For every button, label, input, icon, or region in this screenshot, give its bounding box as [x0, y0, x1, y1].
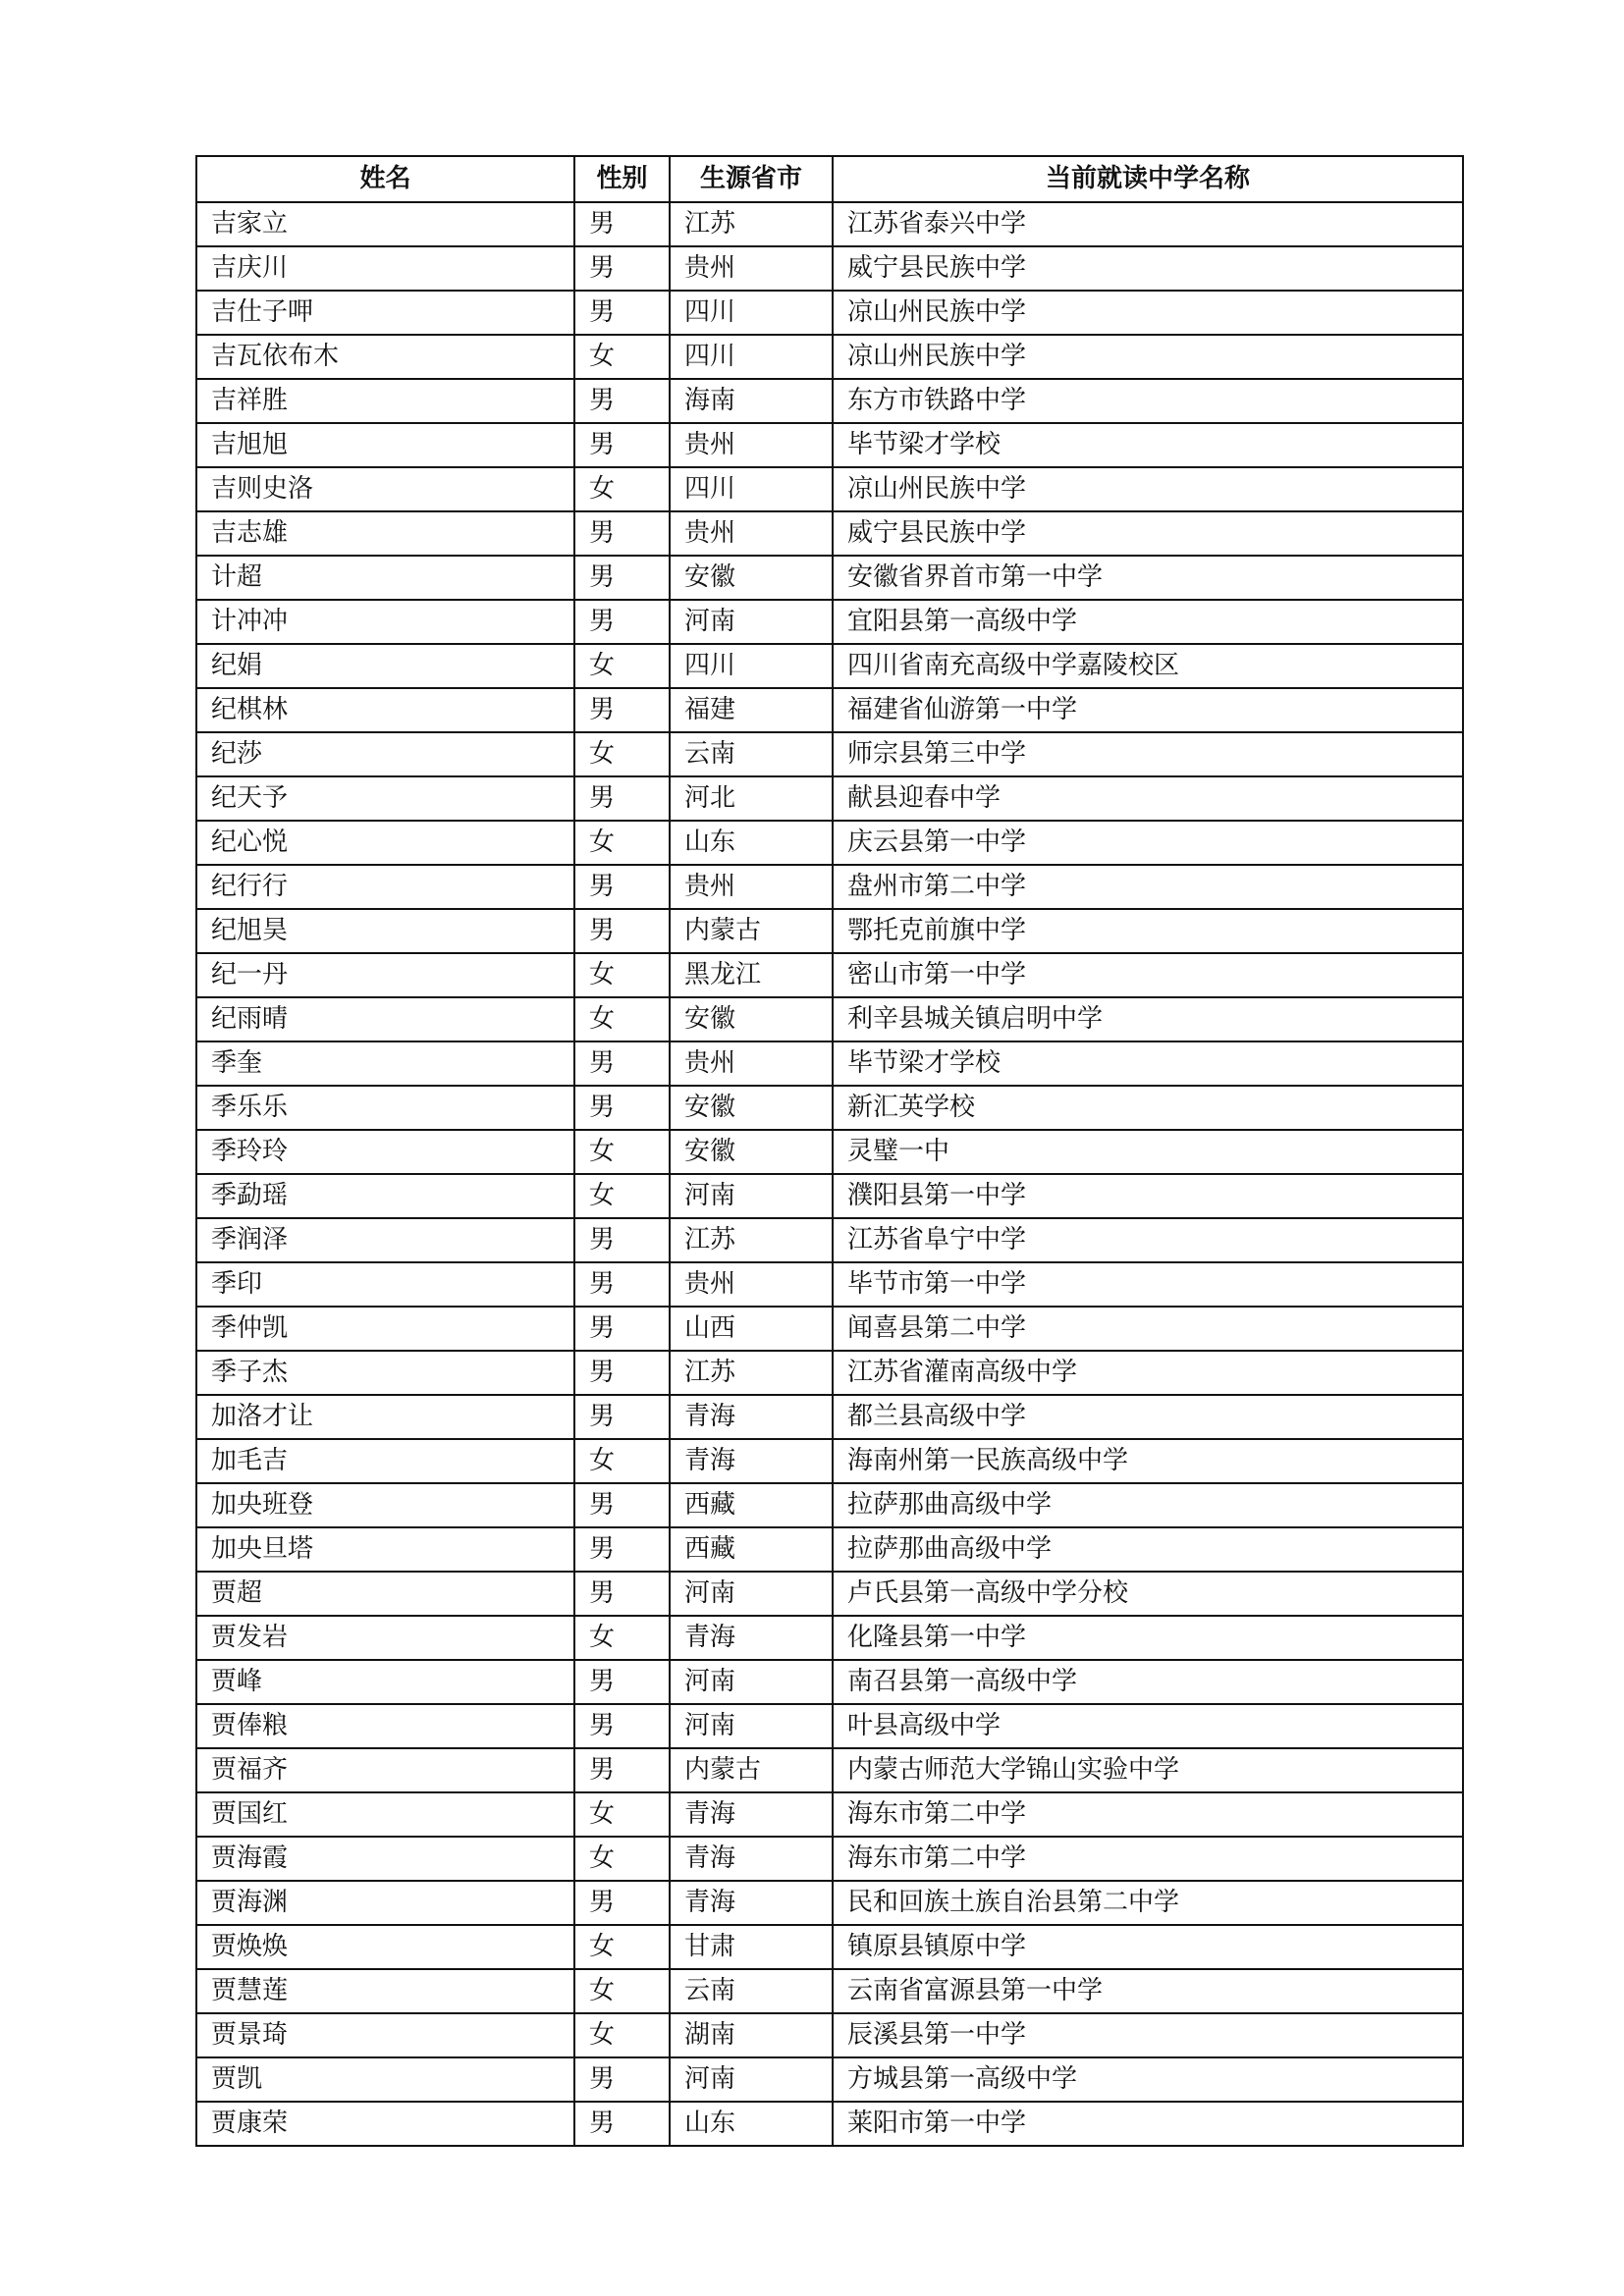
- cell-province: 湖南: [670, 2013, 833, 2057]
- cell-province: 河南: [670, 600, 833, 644]
- cell-province: 贵州: [670, 865, 833, 909]
- table-row: [196, 2057, 1463, 2102]
- cell-gender: 男: [574, 1572, 670, 1616]
- cell-gender: 男: [574, 1351, 670, 1395]
- cell-name: 贾焕焕: [196, 1925, 574, 1969]
- table-row: [196, 1616, 1463, 1660]
- cell-name: 季勐瑶: [196, 1174, 574, 1218]
- cell-gender: 男: [574, 379, 670, 423]
- cell-name: 贾国红: [196, 1792, 574, 1837]
- cell-school: 师宗县第三中学: [833, 732, 1463, 776]
- table-row: [196, 1395, 1463, 1439]
- cell-gender: 男: [574, 909, 670, 953]
- cell-name: 纪雨晴: [196, 997, 574, 1041]
- table-row: [196, 644, 1463, 688]
- table-row: [196, 379, 1463, 423]
- cell-name: 贾俸粮: [196, 1704, 574, 1748]
- cell-name: 加央旦塔: [196, 1527, 574, 1572]
- cell-name: 吉祥胜: [196, 379, 574, 423]
- cell-province: 内蒙古: [670, 1748, 833, 1792]
- cell-province: 山东: [670, 2102, 833, 2146]
- cell-school: 辰溪县第一中学: [833, 2013, 1463, 2057]
- cell-gender: 男: [574, 2102, 670, 2146]
- cell-name: 贾康荣: [196, 2102, 574, 2146]
- table-row: [196, 1218, 1463, 1262]
- cell-name: 加央班登: [196, 1483, 574, 1527]
- cell-school: 安徽省界首市第一中学: [833, 556, 1463, 600]
- cell-school: 宜阳县第一高级中学: [833, 600, 1463, 644]
- cell-name: 纪旭昊: [196, 909, 574, 953]
- cell-gender: 男: [574, 1395, 670, 1439]
- header-row: [196, 156, 1463, 202]
- cell-province: 贵州: [670, 423, 833, 467]
- cell-province: 四川: [670, 644, 833, 688]
- cell-province: 江苏: [670, 1351, 833, 1395]
- cell-gender: 女: [574, 1925, 670, 1969]
- header-province: 生源省市: [670, 156, 833, 202]
- cell-name: 计超: [196, 556, 574, 600]
- cell-school: 凉山州民族中学: [833, 335, 1463, 379]
- cell-province: 青海: [670, 1792, 833, 1837]
- cell-province: 云南: [670, 732, 833, 776]
- cell-school: 献县迎春中学: [833, 776, 1463, 821]
- table-row: [196, 997, 1463, 1041]
- cell-name: 季子杰: [196, 1351, 574, 1395]
- cell-school: 拉萨那曲高级中学: [833, 1527, 1463, 1572]
- cell-school: 凉山州民族中学: [833, 291, 1463, 335]
- cell-name: 纪娟: [196, 644, 574, 688]
- student-table: [195, 155, 1464, 2147]
- table-row: [196, 1351, 1463, 1395]
- cell-name: 季润泽: [196, 1218, 574, 1262]
- cell-school: 镇原县镇原中学: [833, 1925, 1463, 1969]
- cell-province: 西藏: [670, 1527, 833, 1572]
- table-row: [196, 1572, 1463, 1616]
- table-row: [196, 423, 1463, 467]
- table-row: [196, 1041, 1463, 1086]
- table-row: [196, 1527, 1463, 1572]
- table-row: [196, 511, 1463, 556]
- cell-province: 内蒙古: [670, 909, 833, 953]
- cell-school: 化隆县第一中学: [833, 1616, 1463, 1660]
- table-row: [196, 556, 1463, 600]
- table-row: [196, 1881, 1463, 1925]
- table-row: [196, 1660, 1463, 1704]
- cell-province: 山东: [670, 821, 833, 865]
- table-row: [196, 291, 1463, 335]
- cell-gender: 女: [574, 1837, 670, 1881]
- cell-name: 贾海霞: [196, 1837, 574, 1881]
- cell-name: 加毛吉: [196, 1439, 574, 1483]
- cell-gender: 男: [574, 1527, 670, 1572]
- cell-gender: 男: [574, 1086, 670, 1130]
- table-row: [196, 335, 1463, 379]
- cell-province: 甘肃: [670, 1925, 833, 1969]
- cell-province: 河南: [670, 1174, 833, 1218]
- cell-province: 河南: [670, 1660, 833, 1704]
- cell-gender: 男: [574, 2057, 670, 2102]
- cell-name: 季玲玲: [196, 1130, 574, 1174]
- cell-province: 四川: [670, 291, 833, 335]
- cell-province: 四川: [670, 335, 833, 379]
- cell-gender: 女: [574, 821, 670, 865]
- cell-school: 方城县第一高级中学: [833, 2057, 1463, 2102]
- cell-gender: 男: [574, 1218, 670, 1262]
- cell-name: 加洛才让: [196, 1395, 574, 1439]
- cell-province: 青海: [670, 1837, 833, 1881]
- cell-name: 季仲凯: [196, 1307, 574, 1351]
- table-row: [196, 865, 1463, 909]
- cell-province: 四川: [670, 467, 833, 511]
- cell-province: 青海: [670, 1395, 833, 1439]
- cell-province: 贵州: [670, 1041, 833, 1086]
- cell-name: 贾发岩: [196, 1616, 574, 1660]
- cell-school: 闻喜县第二中学: [833, 1307, 1463, 1351]
- cell-name: 吉则史洛: [196, 467, 574, 511]
- cell-province: 黑龙江: [670, 953, 833, 997]
- table-row: [196, 1969, 1463, 2013]
- table-row: [196, 246, 1463, 291]
- cell-gender: 男: [574, 246, 670, 291]
- cell-name: 季乐乐: [196, 1086, 574, 1130]
- cell-school: 毕节市第一中学: [833, 1262, 1463, 1307]
- cell-gender: 女: [574, 732, 670, 776]
- cell-school: 毕节梁才学校: [833, 1041, 1463, 1086]
- table-row: [196, 1748, 1463, 1792]
- cell-gender: 女: [574, 335, 670, 379]
- cell-school: 海东市第二中学: [833, 1792, 1463, 1837]
- table-row: [196, 1439, 1463, 1483]
- cell-gender: 女: [574, 1616, 670, 1660]
- cell-province: 安徽: [670, 997, 833, 1041]
- cell-gender: 女: [574, 1792, 670, 1837]
- table-row: [196, 2013, 1463, 2057]
- cell-gender: 男: [574, 1704, 670, 1748]
- cell-school: 南召县第一高级中学: [833, 1660, 1463, 1704]
- cell-school: 海东市第二中学: [833, 1837, 1463, 1881]
- table-row: [196, 909, 1463, 953]
- cell-name: 纪天予: [196, 776, 574, 821]
- table-row: [196, 1086, 1463, 1130]
- cell-name: 纪莎: [196, 732, 574, 776]
- cell-school: 卢氏县第一高级中学分校: [833, 1572, 1463, 1616]
- cell-name: 吉仕子呷: [196, 291, 574, 335]
- cell-province: 安徽: [670, 1130, 833, 1174]
- cell-gender: 男: [574, 865, 670, 909]
- cell-name: 纪棋林: [196, 688, 574, 732]
- cell-school: 江苏省泰兴中学: [833, 202, 1463, 246]
- header-name: 姓名: [196, 156, 574, 202]
- cell-gender: 女: [574, 1130, 670, 1174]
- cell-province: 河南: [670, 2057, 833, 2102]
- cell-province: 海南: [670, 379, 833, 423]
- cell-province: 贵州: [670, 1262, 833, 1307]
- cell-school: 东方市铁路中学: [833, 379, 1463, 423]
- cell-gender: 男: [574, 600, 670, 644]
- cell-province: 河南: [670, 1704, 833, 1748]
- cell-province: 江苏: [670, 1218, 833, 1262]
- cell-gender: 男: [574, 291, 670, 335]
- cell-gender: 男: [574, 1748, 670, 1792]
- cell-province: 山西: [670, 1307, 833, 1351]
- cell-gender: 女: [574, 2013, 670, 2057]
- table-row: [196, 2102, 1463, 2146]
- cell-name: 纪心悦: [196, 821, 574, 865]
- table-row: [196, 1704, 1463, 1748]
- cell-school: 利辛县城关镇启明中学: [833, 997, 1463, 1041]
- cell-province: 云南: [670, 1969, 833, 2013]
- header-gender: 性别: [574, 156, 670, 202]
- cell-school: 莱阳市第一中学: [833, 2102, 1463, 2146]
- cell-gender: 女: [574, 1439, 670, 1483]
- cell-gender: 男: [574, 423, 670, 467]
- cell-gender: 女: [574, 644, 670, 688]
- cell-province: 贵州: [670, 511, 833, 556]
- cell-name: 吉志雄: [196, 511, 574, 556]
- cell-gender: 男: [574, 1041, 670, 1086]
- cell-name: 贾峰: [196, 1660, 574, 1704]
- table-row: [196, 688, 1463, 732]
- cell-province: 青海: [670, 1881, 833, 1925]
- cell-province: 安徽: [670, 556, 833, 600]
- cell-school: 福建省仙游第一中学: [833, 688, 1463, 732]
- table-row: [196, 1130, 1463, 1174]
- cell-name: 贾海渊: [196, 1881, 574, 1925]
- cell-name: 吉瓦依布木: [196, 335, 574, 379]
- cell-name: 贾景琦: [196, 2013, 574, 2057]
- header-school: 当前就读中学名称: [833, 156, 1463, 202]
- cell-province: 安徽: [670, 1086, 833, 1130]
- cell-school: 鄂托克前旗中学: [833, 909, 1463, 953]
- cell-name: 贾超: [196, 1572, 574, 1616]
- cell-school: 江苏省灌南高级中学: [833, 1351, 1463, 1395]
- cell-name: 吉旭旭: [196, 423, 574, 467]
- cell-province: 河北: [670, 776, 833, 821]
- table-body: [196, 202, 1463, 2146]
- cell-name: 计冲冲: [196, 600, 574, 644]
- table-row: [196, 1307, 1463, 1351]
- cell-province: 江苏: [670, 202, 833, 246]
- table-row: [196, 732, 1463, 776]
- cell-gender: 女: [574, 467, 670, 511]
- cell-school: 灵璧一中: [833, 1130, 1463, 1174]
- cell-name: 贾福齐: [196, 1748, 574, 1792]
- table-row: [196, 821, 1463, 865]
- table-row: [196, 467, 1463, 511]
- table-row: [196, 1925, 1463, 1969]
- table-row: [196, 1174, 1463, 1218]
- cell-school: 海南州第一民族高级中学: [833, 1439, 1463, 1483]
- cell-province: 河南: [670, 1572, 833, 1616]
- cell-school: 内蒙古师范大学锦山实验中学: [833, 1748, 1463, 1792]
- cell-province: 青海: [670, 1439, 833, 1483]
- cell-gender: 女: [574, 953, 670, 997]
- cell-province: 青海: [670, 1616, 833, 1660]
- table-row: [196, 953, 1463, 997]
- cell-school: 四川省南充高级中学嘉陵校区: [833, 644, 1463, 688]
- cell-school: 都兰县高级中学: [833, 1395, 1463, 1439]
- cell-gender: 男: [574, 1660, 670, 1704]
- cell-name: 吉庆川: [196, 246, 574, 291]
- cell-school: 新汇英学校: [833, 1086, 1463, 1130]
- cell-name: 季奎: [196, 1041, 574, 1086]
- table-row: [196, 1483, 1463, 1527]
- table-row: [196, 202, 1463, 246]
- cell-gender: 女: [574, 1969, 670, 2013]
- cell-gender: 男: [574, 556, 670, 600]
- cell-name: 纪一丹: [196, 953, 574, 997]
- cell-name: 贾慧莲: [196, 1969, 574, 2013]
- cell-gender: 男: [574, 1483, 670, 1527]
- cell-province: 福建: [670, 688, 833, 732]
- cell-gender: 男: [574, 1881, 670, 1925]
- cell-school: 江苏省阜宁中学: [833, 1218, 1463, 1262]
- cell-name: 纪行行: [196, 865, 574, 909]
- cell-school: 毕节梁才学校: [833, 423, 1463, 467]
- cell-gender: 男: [574, 688, 670, 732]
- cell-gender: 男: [574, 511, 670, 556]
- cell-gender: 男: [574, 776, 670, 821]
- cell-school: 庆云县第一中学: [833, 821, 1463, 865]
- cell-gender: 女: [574, 997, 670, 1041]
- cell-school: 民和回族土族自治县第二中学: [833, 1881, 1463, 1925]
- table-row: [196, 776, 1463, 821]
- table-row: [196, 1792, 1463, 1837]
- cell-gender: 女: [574, 1174, 670, 1218]
- cell-name: 季印: [196, 1262, 574, 1307]
- cell-gender: 男: [574, 1262, 670, 1307]
- table-row: [196, 1262, 1463, 1307]
- cell-name: 吉家立: [196, 202, 574, 246]
- cell-school: 盘州市第二中学: [833, 865, 1463, 909]
- cell-name: 贾凯: [196, 2057, 574, 2102]
- cell-school: 濮阳县第一中学: [833, 1174, 1463, 1218]
- cell-school: 密山市第一中学: [833, 953, 1463, 997]
- cell-province: 贵州: [670, 246, 833, 291]
- cell-school: 威宁县民族中学: [833, 511, 1463, 556]
- cell-gender: 男: [574, 202, 670, 246]
- cell-province: 西藏: [670, 1483, 833, 1527]
- cell-school: 拉萨那曲高级中学: [833, 1483, 1463, 1527]
- cell-school: 云南省富源县第一中学: [833, 1969, 1463, 2013]
- cell-gender: 男: [574, 1307, 670, 1351]
- table-row: [196, 600, 1463, 644]
- table-row: [196, 1837, 1463, 1881]
- cell-school: 威宁县民族中学: [833, 246, 1463, 291]
- cell-school: 凉山州民族中学: [833, 467, 1463, 511]
- cell-school: 叶县高级中学: [833, 1704, 1463, 1748]
